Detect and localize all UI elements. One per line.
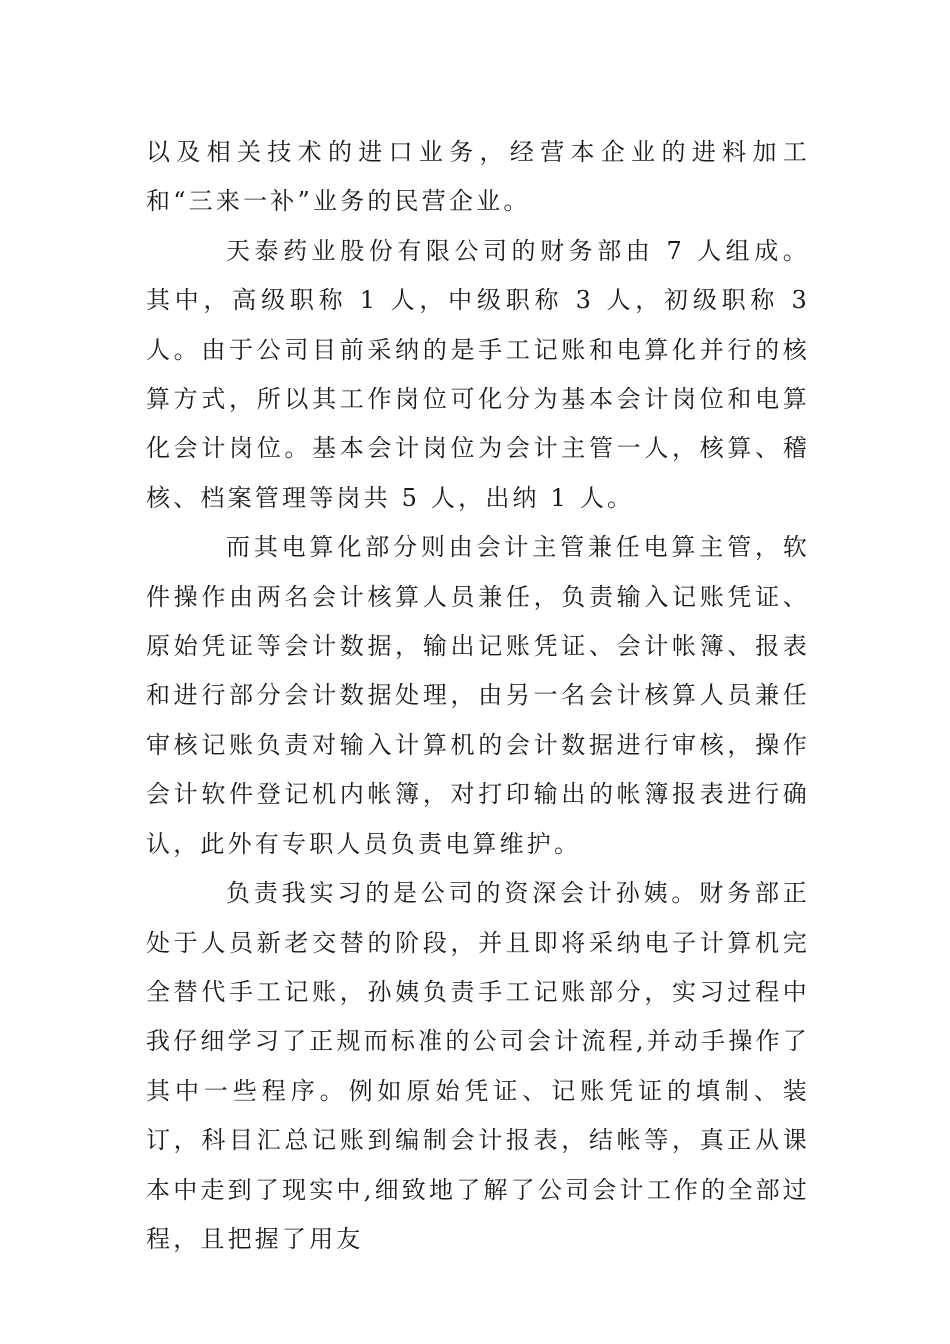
- paragraph-1: 以及相关技术的进口业务，经营本企业的进料加工和“三来一补”业务的民营企业。: [146, 138, 810, 216]
- paragraph-4: 负责我实习的是公司的资深会计孙姨。财务部正处于人员新老交替的阶段，并且即将采纳电子计算机完全替代手工记账，孙姨负责手工记账部分，实习过程中我仔细学习了正规而标准的公司会计流程,并动手操作了其中一些程序。例如原始凭证、记账凭证的填制、装订，科目汇总记账到编制会计报表，结帐等，真正从课本中走到了现实中,细致地了解了公司会计工作的全部过程，且把握了用友: [146, 879, 810, 1253]
- paragraph-3: 而其电算化部分则由会计主管兼任电算主管，软件操作由两名会计核算人员兼任，负责输入记账凭证、原始凭证等会计数据，输出记账凭证、会计帐簿、报表和进行部分会计数据处理，由另一名会计核算人员兼任审核记账负责对输入计算机的会计数据进行审核，操作会计软件登记机内帐簿，对打印输出的帐簿报表进行确认，此外有专职人员负责电算维护。: [146, 533, 810, 858]
- body-text: [146, 128, 810, 1264]
- paragraph-2: 天泰药业股份有限公司的财务部由 7 人组成。其中，高级职称 1 人，中级职称 3 人，初级职称 3 人。由于公司目前采纳的是手工记账和电算化并行的核算方式，所以其工作岗位可化分为基本会计岗位和电算化会计岗位。基本会计岗位为会计主管一人，核算、稽核、档案管理等岗共 5 人，出纳 1 人。: [146, 236, 810, 512]
